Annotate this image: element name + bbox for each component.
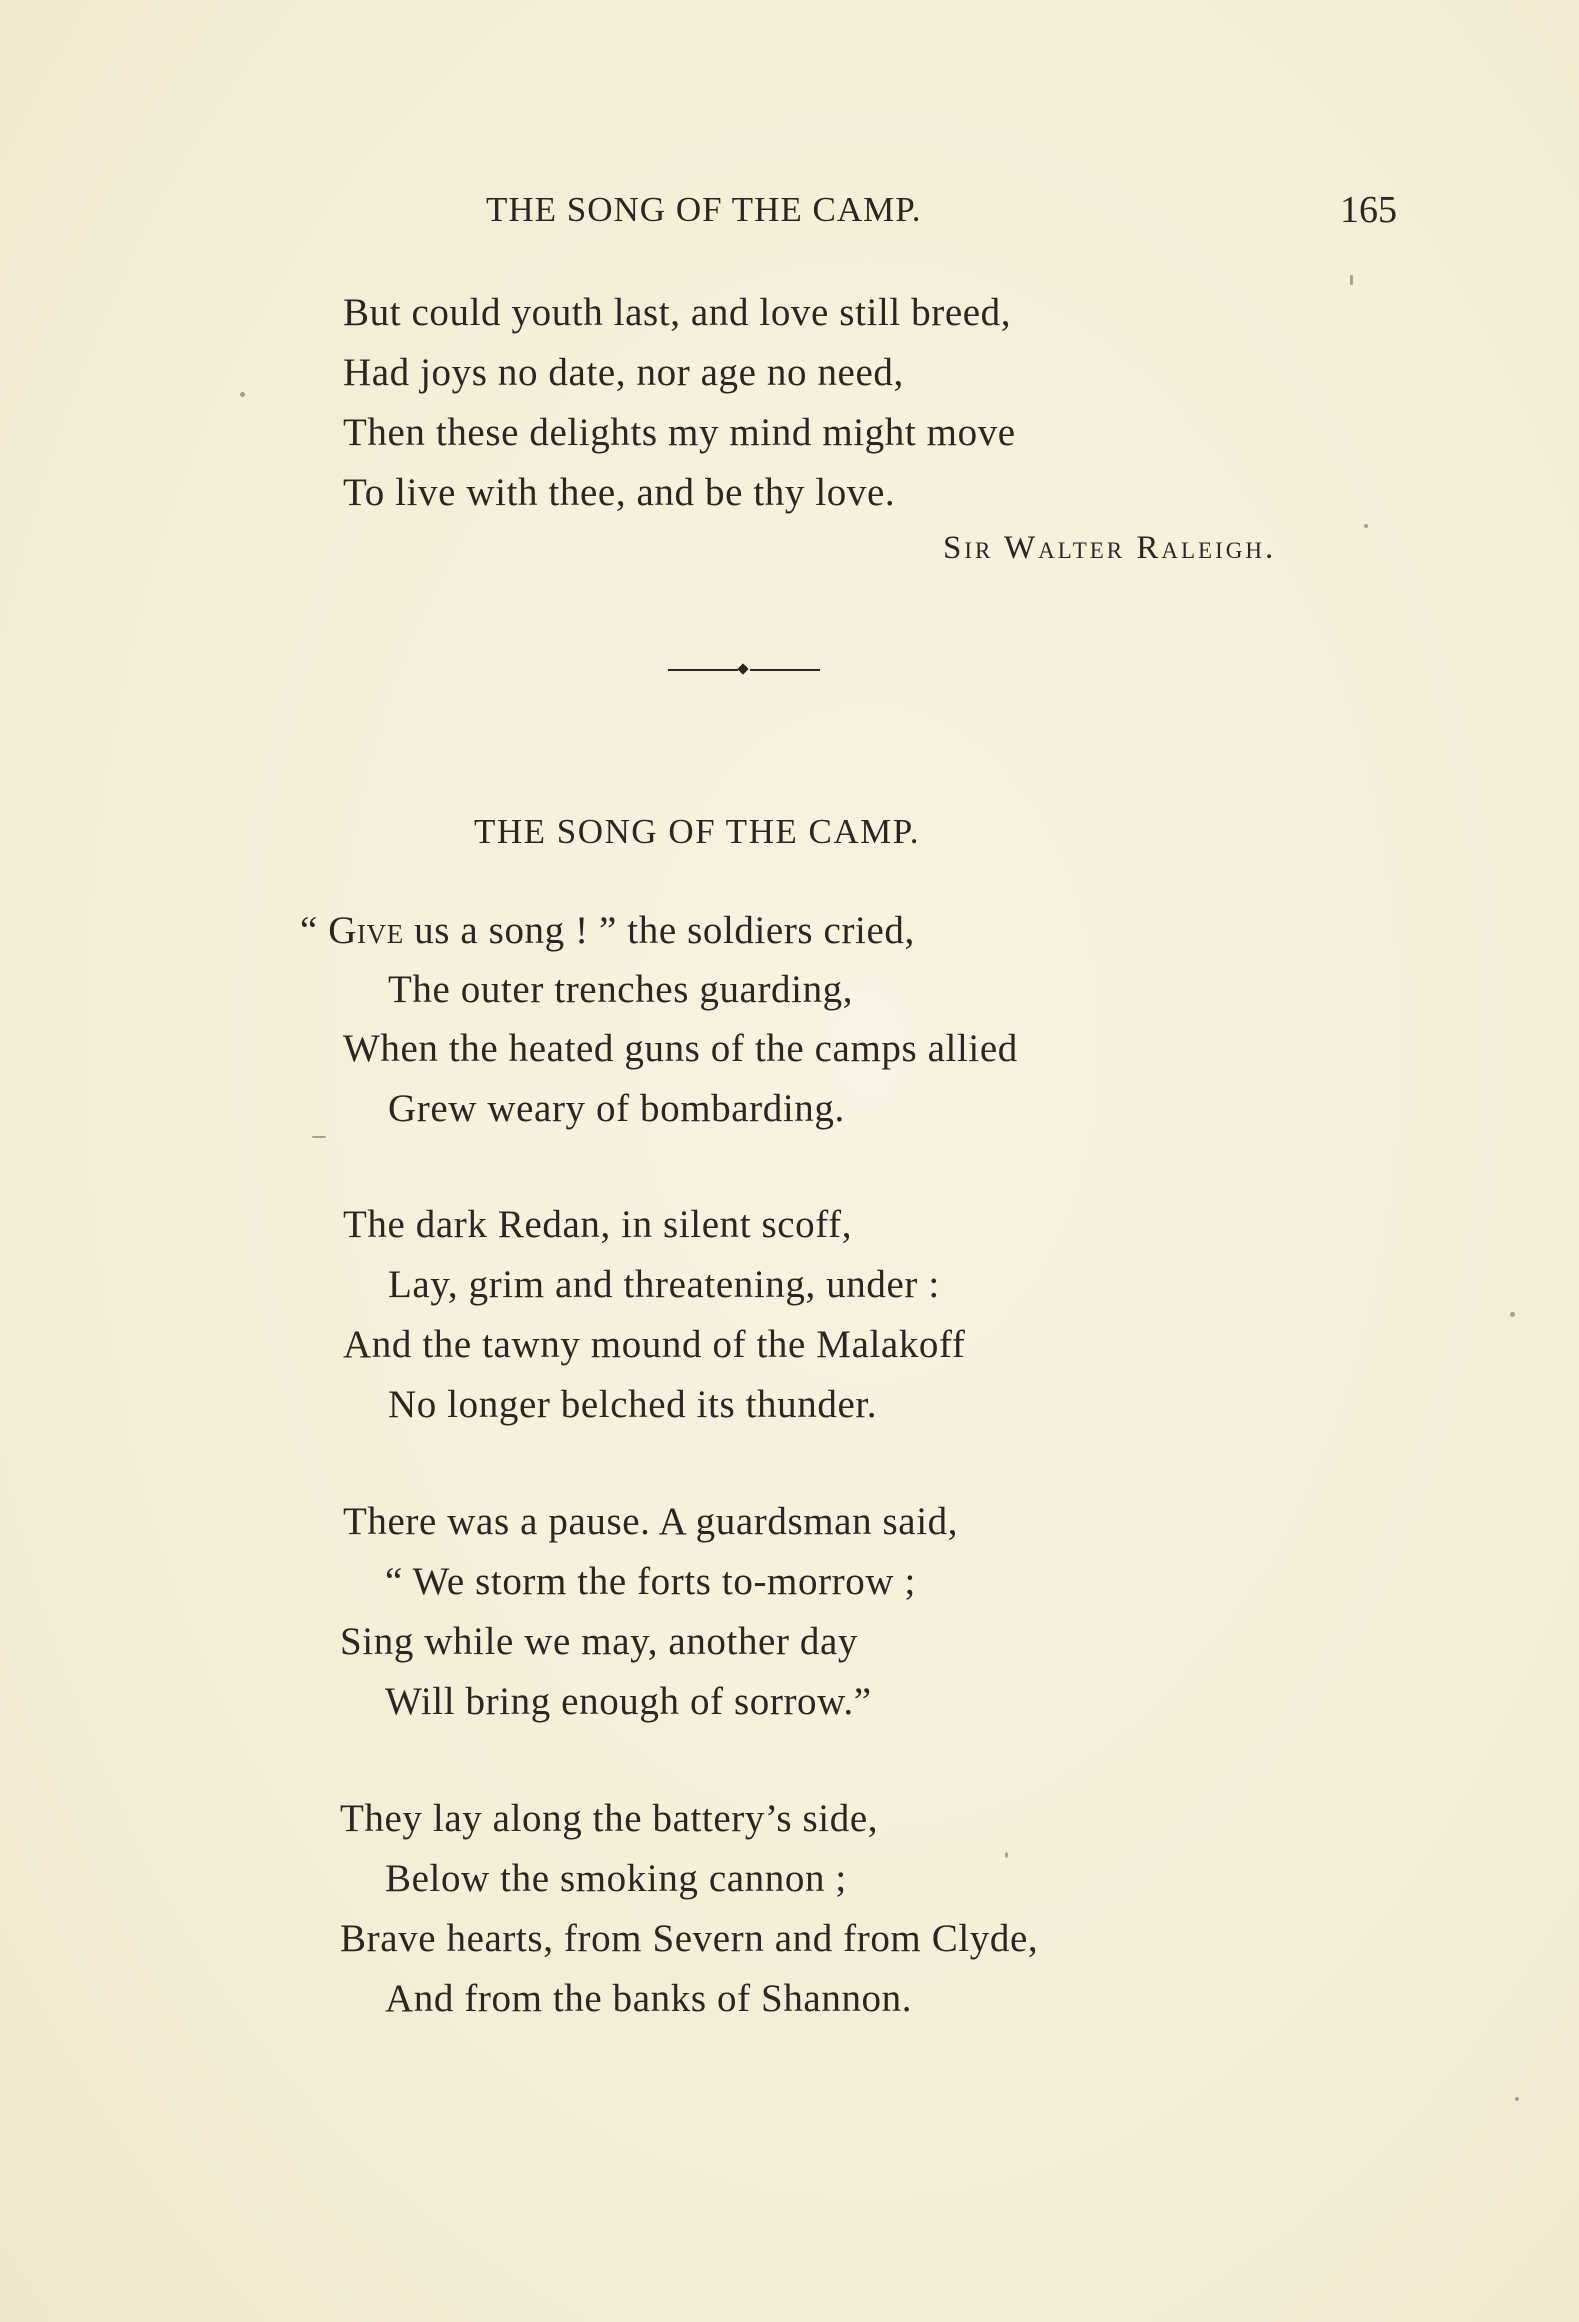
paper-speck (1510, 1312, 1515, 1317)
first-line-rest: us a song ! ” the soldiers cried, (403, 909, 915, 952)
poem-line: And from the banks of Shannon. (385, 1977, 913, 2020)
poem-line: No longer belched its thunder. (388, 1383, 878, 1426)
poem-line: But could youth last, and love still breed, (343, 291, 1012, 334)
poem-line: Below the smoking cannon ; (385, 1857, 847, 1900)
divider-rule-left (668, 669, 738, 671)
first-word-smallcaps: Give (328, 909, 404, 952)
open-quote: “ (300, 909, 329, 952)
paper-speck (1364, 524, 1368, 528)
poem-line: Then these delights my mind might move (343, 411, 1016, 454)
poem-line: The outer trenches guarding, (388, 968, 854, 1011)
poem-line: There was a pause. A guardsman said, (343, 1500, 959, 1543)
paper-speck (1350, 275, 1353, 285)
author-attribution: Sir Walter Raleigh. (943, 530, 1277, 566)
diamond-ornament-icon (737, 663, 748, 674)
poem-title: THE SONG OF THE CAMP. (474, 812, 921, 851)
poem-line: Brave hearts, from Severn and from Clyde, (340, 1917, 1039, 1960)
paper-speck (1515, 2097, 1519, 2101)
poem-line: Had joys no date, nor age no need, (343, 351, 904, 394)
poem-line: “ We storm the forts to-morrow ; (385, 1560, 916, 1603)
divider-rule-right (750, 669, 820, 671)
poem-line: And the tawny mound of the Malakoff (343, 1323, 966, 1366)
section-divider-ornament (668, 664, 820, 676)
poem-line: To live with thee, and be thy love. (343, 471, 896, 514)
poem-line: Lay, grim and threatening, under : (388, 1263, 940, 1306)
poem-line: Will bring enough of sorrow.” (385, 1680, 872, 1723)
poem-first-line (300, 908, 915, 953)
poem-line: Grew weary of bombarding. (388, 1087, 845, 1130)
running-head (0, 190, 1579, 240)
page-number: 165 (1340, 189, 1397, 231)
paper-speck (240, 392, 245, 397)
paper-speck (1005, 1852, 1008, 1858)
paper-speck (312, 1136, 326, 1138)
poem-line: When the heated guns of the camps allied (343, 1027, 1018, 1070)
poem-line: Sing while we may, another day (340, 1620, 859, 1663)
poem-line: They lay along the battery’s side, (340, 1797, 879, 1840)
poem-line: The dark Redan, in silent scoff, (343, 1203, 853, 1246)
running-title: THE SONG OF THE CAMP. (486, 190, 922, 229)
